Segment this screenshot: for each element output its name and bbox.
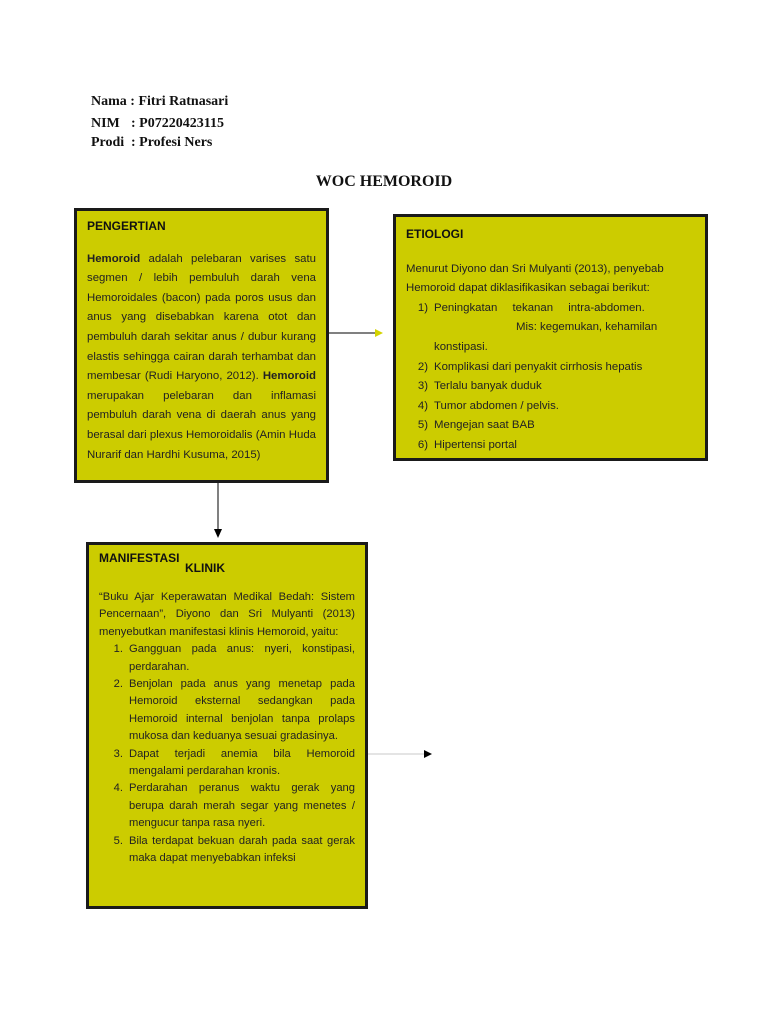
manifestasi-heading-line-2: KLINIK bbox=[185, 561, 225, 575]
manifestasi-item-text: Benjolan pada anus yang menetap pada Hemoroid eksternal sedangkan pada Hemoroid internal benjolan tanpa prolaps mukosa dan keduanya sesuai gradasinya. bbox=[129, 678, 355, 743]
nama-line: Nama : Fitri Ratnasari bbox=[91, 94, 229, 109]
list-item bbox=[99, 746, 355, 781]
pengertian-text bbox=[87, 250, 316, 466]
etiologi-item-number: 6) bbox=[417, 438, 428, 451]
prodi-label: Prodi bbox=[91, 135, 125, 150]
arrow-right-icon bbox=[329, 328, 385, 338]
list-item bbox=[406, 397, 695, 417]
etiologi-item-text: Hipertensi portal bbox=[434, 438, 517, 451]
etiologi-item-number: 3) bbox=[417, 380, 428, 393]
etiologi-box bbox=[393, 214, 708, 461]
list-item bbox=[99, 641, 355, 676]
prodi-line: Prodi : Profesi Ners bbox=[91, 135, 213, 150]
prodi-value: Profesi Ners bbox=[139, 135, 213, 150]
manifestasi-item-text: Dapat terjadi anemia bila Hemoroid mengalami perdarahan kronis. bbox=[129, 747, 355, 778]
pengertian-text-2: merupakan pelebaran dan inflamasi pembuluh darah vena di daerah anus yang berasal dari plexus Hemoroidalis (Amin Huda Nurarif dan Hardhi Kusuma, 2015) bbox=[87, 389, 316, 461]
pengertian-box bbox=[74, 208, 329, 483]
pengertian-text-1: adalah pelebaran varises satu segmen / lebih pembuluh darah vena Hemoroidales (bacon) pada poros usus dan anus yang disebabkan karena otot dan pembuluh darah sekitar anus / dubur kurang elastis sehingga cairan darah terhambat dan membesar (Rudi Haryono, 2012). bbox=[87, 252, 316, 383]
manifestasi-intro: “Buku Ajar Keperawatan Medikal Bedah: Sistem Pencernaan”, Diyono dan Sri Mulyanti (2013) menyebutkan manifestasi klinis Hemoroid, yaitu: bbox=[99, 591, 355, 638]
nim-value: P07220423115 bbox=[139, 116, 224, 131]
manifestasi-item-number: 5. bbox=[113, 834, 123, 847]
nim-line: NIM : P07220423115 bbox=[91, 116, 224, 131]
list-item bbox=[406, 299, 695, 319]
manifestasi-item-number: 2. bbox=[113, 678, 123, 691]
manifestasi-heading-line-1: MANIFESTASI bbox=[99, 551, 180, 565]
list-item bbox=[406, 436, 695, 456]
manifestasi-box bbox=[86, 542, 368, 909]
list-item bbox=[99, 676, 355, 746]
nim-label: NIM bbox=[91, 116, 120, 131]
etiologi-item-text: Mengejan saat BAB bbox=[434, 419, 535, 432]
etiologi-item-text: Terlalu banyak duduk bbox=[434, 380, 542, 393]
list-item bbox=[406, 358, 695, 378]
arrow-right-icon bbox=[368, 749, 434, 759]
list-item bbox=[406, 377, 695, 397]
etiologi-item-cont: konstipasi. bbox=[434, 340, 488, 353]
etiologi-item-number: 2) bbox=[417, 360, 428, 373]
manifestasi-item-number: 1. bbox=[113, 643, 123, 656]
etiologi-item-number: 1) bbox=[417, 301, 428, 314]
arrow-down-icon bbox=[213, 483, 223, 539]
nama-value: Fitri Ratnasari bbox=[138, 94, 229, 109]
list-item bbox=[99, 833, 355, 868]
etiologi-list bbox=[406, 299, 695, 456]
manifestasi-heading bbox=[99, 551, 355, 575]
etiologi-heading: ETIOLOGI bbox=[406, 227, 464, 241]
nama-label: Nama bbox=[91, 94, 127, 109]
etiologi-item-number: 4) bbox=[417, 399, 428, 412]
list-item bbox=[406, 416, 695, 436]
pengertian-heading: PENGERTIAN bbox=[87, 219, 166, 233]
etiologi-item-text: Peningkatan tekanan intra-abdomen. bbox=[434, 301, 645, 314]
list-item bbox=[99, 780, 355, 832]
manifestasi-item-text: Bila terdapat bekuan darah pada saat gerak maka dapat menyebabkan infeksi bbox=[129, 834, 355, 865]
manifestasi-list bbox=[99, 641, 355, 867]
manifestasi-item-text: Perdarahan peranus waktu gerak yang berupa darah merah segar yang menetes / mengucur tanpa rasa nyeri. bbox=[129, 782, 355, 830]
page-title: WOC HEMOROID bbox=[315, 173, 453, 190]
manifestasi-item-text: Gangguan pada anus: nyeri, konstipasi, perdarahan. bbox=[129, 643, 355, 673]
etiologi-item-text: Komplikasi dari penyakit cirrhosis hepatis bbox=[434, 360, 643, 373]
manifestasi-item-number: 4. bbox=[113, 782, 123, 795]
pengertian-term-2: Hemoroid bbox=[262, 370, 316, 383]
etiologi-item-text: Tumor abdomen / pelvis. bbox=[434, 399, 559, 412]
manifestasi-item-number: 3. bbox=[113, 747, 123, 760]
pengertian-term-1: Hemoroid bbox=[87, 252, 141, 265]
etiologi-item-sub: Mis: kegemukan, kehamilan bbox=[516, 321, 658, 334]
etiologi-intro: Menurut Diyono dan Sri Mulyanti (2013), penyebab Hemoroid dapat diklasifikasikan sebagai berikut: bbox=[406, 262, 664, 295]
etiologi-item-number: 5) bbox=[417, 419, 428, 432]
